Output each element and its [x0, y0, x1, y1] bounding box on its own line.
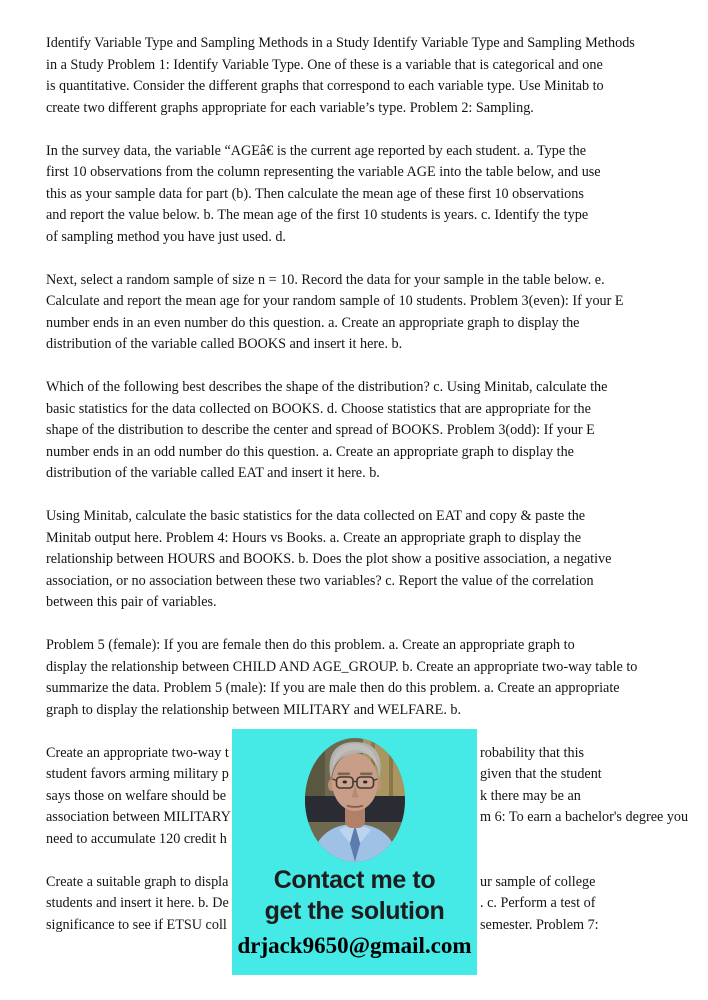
text-line: display the relationship between CHILD AND AGE_GROUP. b. Create an appropriate two-way table to	[46, 658, 638, 675]
text-line: create two different graphs appropriate for each variable’s type. Problem 2: Sampling.	[46, 99, 534, 116]
text-line: shape of the distribution to describe the center and spread of BOOKS. Problem 3(odd): If your E	[46, 422, 595, 438]
text-fragment-left: students and insert it here. b. De	[46, 895, 229, 911]
paragraph	[46, 33, 698, 119]
text-line: Identify Variable Type and Sampling Methods in a Study Identify Variable Type and Sampling Methods	[46, 35, 635, 51]
text-line: number ends in an even number do this question. a. Create an appropriate graph to display the	[46, 314, 580, 331]
text-fragment-left: significance to see if ETSU coll	[46, 916, 227, 933]
text-line: Using Minitab, calculate the basic statistics for the data collected on EAT and copy & paste the	[46, 508, 586, 524]
text-line: In the survey data, the variable “AGEâ€ is the current age reported by each student. a. Type the	[46, 142, 587, 159]
text-line: number ends in an odd number do this question. a. Create an appropriate graph to display the	[46, 443, 574, 460]
text-line: Problem 5 (female): If you are female then do this problem. a. Create an appropriate graph to	[46, 637, 575, 653]
paragraph	[46, 635, 698, 721]
text-line: first 10 observations from the column representing the variable AGE into the table below, and use	[46, 164, 601, 180]
paragraph	[46, 506, 698, 614]
text-fragment-right: robability that this	[480, 744, 585, 761]
text-fragment-left: Create a suitable graph to displa	[46, 873, 229, 890]
portrait-photo	[305, 738, 405, 862]
text-line: distribution of the variable called BOOKS and insert it here. b.	[46, 336, 403, 352]
text-line: relationship between HOURS and BOOKS. b. Does the plot show a positive association, a negative	[46, 551, 612, 567]
text-fragment-right: k there may be an	[480, 787, 581, 804]
text-line: is quantitative. Consider the different graphs that correspond to each variable type. Use Minitab to	[46, 78, 604, 94]
text-fragment-right: . c. Perform a test of	[480, 895, 596, 911]
text-fragment-left: says those on welfare should be	[46, 787, 227, 804]
text-line: in a Study Problem 1: Identify Variable Type. One of these is a variable that is categorical and one	[46, 56, 603, 73]
text-line: summarize the data. Problem 5 (male): If you are male then do this problem. a. Create an appropriate	[46, 680, 620, 696]
text-fragment-left: Create an appropriate two-way t	[46, 744, 229, 761]
text-fragment-right: semester. Problem 7:	[480, 916, 599, 933]
text-line: between this pair of variables.	[46, 594, 217, 610]
contact-email: drjack9650@gmail.com	[237, 933, 472, 958]
text-line: basic statistics for the data collected on BOOKS. d. Choose statistics that are appropriate for the	[46, 400, 591, 417]
text-line: distribution of the variable called EAT and insert it here. b.	[46, 465, 380, 481]
text-fragment-left: need to accumulate 120 credit h	[46, 830, 227, 847]
text-line: Minitab output here. Problem 4: Hours vs Books. a. Create an appropriate graph to display the	[46, 529, 582, 546]
text-line: of sampling method you have just used. d.	[46, 228, 286, 245]
paragraph	[46, 141, 698, 249]
text-fragment-left: student favors arming military p	[46, 766, 229, 782]
text-fragment-right: given that the student	[480, 766, 602, 782]
text-line: this as your sample data for part (b). Then calculate the mean age of these first 10 observations	[46, 185, 584, 202]
ad-heading-line1: Contact me to	[273, 866, 436, 894]
paragraph	[46, 377, 698, 485]
text-line: Which of the following best describes the shape of the distribution? c. Using Minitab, calculate the	[46, 379, 608, 395]
text-fragment-right: ur sample of college	[480, 873, 596, 890]
paragraph	[46, 270, 698, 356]
text-fragment-left: association between MILITARY	[46, 809, 231, 825]
ad-heading-line2: get the solution	[264, 897, 445, 925]
man-portrait-icon	[305, 738, 405, 862]
text-line: and report the value below. b. The mean age of the first 10 students is years. c. Identify the type	[46, 207, 589, 223]
text-line: graph to display the relationship between MILITARY and WELFARE. b.	[46, 701, 462, 718]
text-line: association, or no association between these two variables? c. Report the value of the correlation	[46, 572, 594, 589]
text-fragment-right: m 6: To earn a bachelor's degree you	[480, 809, 689, 825]
text-line: Calculate and report the mean age for your random sample of 10 students. Problem 3(even): If your E	[46, 293, 624, 309]
ad-heading	[232, 865, 477, 927]
text-line: Next, select a random sample of size n = 10. Record the data for your sample in the table below. e.	[46, 271, 605, 288]
contact-ad-overlay	[232, 729, 477, 975]
